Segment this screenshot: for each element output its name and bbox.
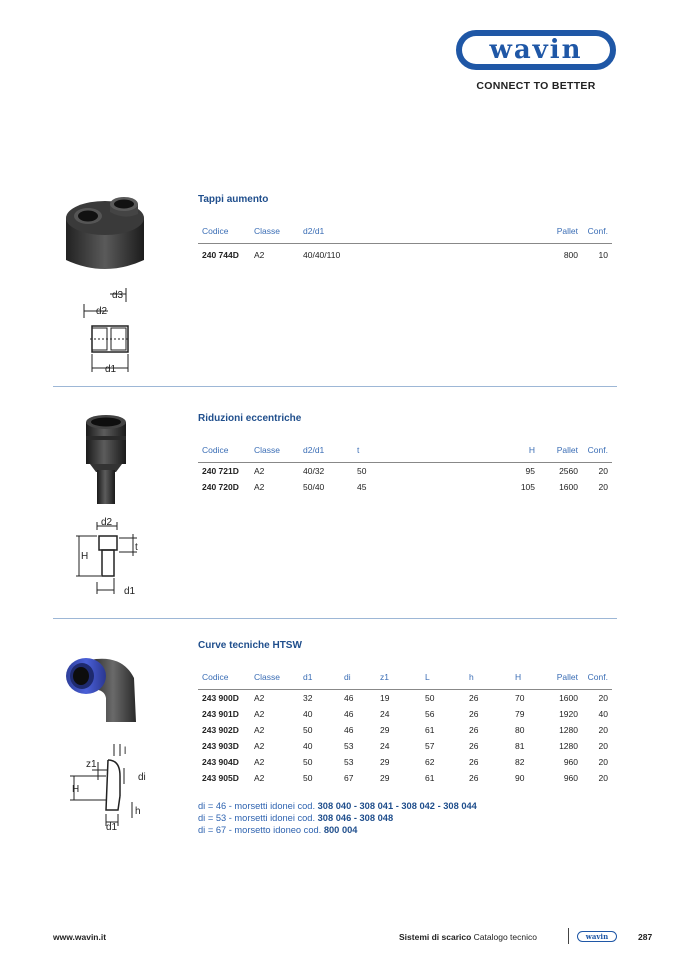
product-code: 240 744D bbox=[202, 250, 239, 260]
tappi-aumento-diagram bbox=[80, 284, 150, 376]
table-cell: 10 bbox=[598, 250, 608, 260]
tappi-aumento-photo bbox=[58, 190, 153, 280]
note-codes: 800 004 bbox=[323, 825, 358, 835]
diagram-label-h: h bbox=[135, 806, 141, 817]
note-prefix: di = 53 - morsetti idonei cod. bbox=[198, 813, 318, 823]
note-line bbox=[198, 800, 477, 812]
logo-text: wavin bbox=[489, 35, 583, 65]
table-cell: 2560 bbox=[559, 466, 578, 476]
footer-wavin-logo bbox=[577, 931, 617, 942]
table-cell: 79 bbox=[515, 709, 525, 719]
product-code: 243 904D bbox=[202, 757, 239, 767]
table-cell: 19 bbox=[380, 693, 390, 703]
table-cell: 80 bbox=[515, 725, 525, 735]
table-cell: 67 bbox=[344, 773, 354, 783]
table-cell: 82 bbox=[515, 757, 525, 767]
footer-url[interactable]: www.wavin.it bbox=[53, 932, 107, 942]
table-cell: 50 bbox=[303, 725, 313, 735]
col-header: H bbox=[473, 438, 539, 463]
col-header: Codice bbox=[198, 219, 250, 244]
table-cell: 20 bbox=[598, 741, 608, 751]
table-cell: 29 bbox=[380, 757, 390, 767]
table-cell: 105 bbox=[520, 482, 535, 492]
table-cell: 61 bbox=[425, 725, 435, 735]
product-code: 243 900D bbox=[202, 693, 239, 703]
table-cell: 20 bbox=[598, 482, 608, 492]
table-cell: 20 bbox=[598, 773, 608, 783]
table-cell: A2 bbox=[254, 693, 265, 703]
col-header: t bbox=[353, 438, 473, 463]
col-header: Pallet bbox=[539, 438, 582, 463]
product-code: 243 903D bbox=[202, 741, 239, 751]
section-title-riduzioni: Riduzioni eccentriche bbox=[198, 413, 302, 424]
section-divider bbox=[53, 386, 617, 387]
page-number: 287 bbox=[638, 932, 653, 942]
table-row bbox=[198, 754, 612, 770]
table-cell: A2 bbox=[254, 482, 265, 492]
table-row bbox=[198, 738, 612, 754]
table-cell: 26 bbox=[469, 709, 479, 719]
table-cell: 56 bbox=[425, 709, 435, 719]
col-header: Codice bbox=[198, 438, 250, 463]
footer-catalog bbox=[399, 932, 537, 942]
table-cell: 24 bbox=[380, 741, 390, 751]
curve-tecniche-diagram bbox=[68, 740, 150, 830]
note-line bbox=[198, 824, 477, 836]
note-prefix: di = 46 - morsetti idonei cod. bbox=[198, 801, 318, 811]
col-header: di bbox=[340, 665, 376, 690]
diagram-label-l: l bbox=[124, 746, 127, 757]
table-cell: 40 bbox=[598, 709, 608, 719]
table-cell: A2 bbox=[254, 250, 265, 260]
col-header: Codice bbox=[198, 665, 250, 690]
table-cell: 40/32 bbox=[303, 466, 325, 476]
table-cell: 70 bbox=[515, 693, 525, 703]
col-header: z1 bbox=[376, 665, 421, 690]
col-header: Pallet bbox=[545, 665, 582, 690]
table-cell: 24 bbox=[380, 709, 390, 719]
wavin-logo bbox=[456, 30, 616, 70]
table-cell: 1600 bbox=[559, 693, 578, 703]
product-code: 243 902D bbox=[202, 725, 239, 735]
table-row bbox=[198, 706, 612, 722]
col-header: Pallet bbox=[539, 219, 582, 244]
table-cell: 20 bbox=[598, 693, 608, 703]
col-header: d1 bbox=[299, 665, 340, 690]
diagram-label-H: H bbox=[81, 551, 89, 562]
table-cell: 46 bbox=[344, 725, 354, 735]
diagram-label-z1: z1 bbox=[86, 759, 97, 770]
table-cell: 1280 bbox=[559, 741, 578, 751]
diagram-label-t: t bbox=[135, 542, 138, 553]
table-cell: 20 bbox=[598, 466, 608, 476]
table-cell: 26 bbox=[469, 757, 479, 767]
table-row bbox=[198, 463, 612, 480]
table-row bbox=[198, 479, 612, 495]
diagram-label-d2: d2 bbox=[96, 306, 108, 317]
table-cell: 29 bbox=[380, 725, 390, 735]
riduzioni-eccentriche-diagram bbox=[75, 512, 145, 598]
table-cell: 81 bbox=[515, 741, 525, 751]
table-cell: 62 bbox=[425, 757, 435, 767]
table-cell: 29 bbox=[380, 773, 390, 783]
table-cell: A2 bbox=[254, 466, 265, 476]
diagram-label-d2: d2 bbox=[101, 517, 113, 528]
col-header: d2/d1 bbox=[299, 219, 539, 244]
table-cell: 1280 bbox=[559, 725, 578, 735]
diagram-label-d1: d1 bbox=[106, 822, 118, 830]
tagline: CONNECT TO BETTER bbox=[476, 80, 596, 92]
col-header: d2/d1 bbox=[299, 438, 353, 463]
table-tappi-aumento bbox=[198, 219, 612, 266]
diagram-label-d1: d1 bbox=[124, 586, 136, 597]
table-cell: 40 bbox=[303, 741, 313, 751]
table-header-row bbox=[198, 665, 612, 690]
note-codes: 308 040 - 308 041 - 308 042 - 308 044 bbox=[317, 801, 477, 811]
col-header: Classe bbox=[250, 438, 299, 463]
table-cell: 960 bbox=[563, 773, 578, 783]
diagram-label-d3: d3 bbox=[112, 290, 124, 301]
col-header: Classe bbox=[250, 219, 299, 244]
note-codes: 308 046 - 308 048 bbox=[317, 813, 394, 823]
table-cell: 32 bbox=[303, 693, 313, 703]
table-cell: 26 bbox=[469, 741, 479, 751]
table-row bbox=[198, 722, 612, 738]
table-cell: A2 bbox=[254, 773, 265, 783]
table-cell: 46 bbox=[344, 709, 354, 719]
table-row bbox=[198, 244, 612, 267]
note-line bbox=[198, 812, 477, 824]
product-code: 240 721D bbox=[202, 466, 239, 476]
col-header: Classe bbox=[250, 665, 299, 690]
table-cell: 960 bbox=[563, 757, 578, 767]
table-cell: 50 bbox=[303, 773, 313, 783]
col-header: L bbox=[421, 665, 465, 690]
col-header: h bbox=[465, 665, 511, 690]
table-row bbox=[198, 690, 612, 707]
diagram-label-H: H bbox=[72, 784, 80, 795]
table-cell: 90 bbox=[515, 773, 525, 783]
table-cell: 1600 bbox=[559, 482, 578, 492]
footer-catalog-bold: Sistemi di scarico bbox=[399, 932, 472, 942]
col-header: Conf. bbox=[582, 219, 612, 244]
table-cell: 50 bbox=[357, 466, 367, 476]
footer-catalog-rest: Catalogo tecnico bbox=[471, 932, 537, 942]
curve-tecniche-photo bbox=[60, 652, 150, 724]
table-cell: 50 bbox=[303, 757, 313, 767]
table-cell: 26 bbox=[469, 693, 479, 703]
table-riduzioni-eccentriche bbox=[198, 438, 612, 495]
footer-logo-text: wavin bbox=[585, 932, 609, 941]
table-cell: 40 bbox=[303, 709, 313, 719]
table-cell: 20 bbox=[598, 725, 608, 735]
table-cell: A2 bbox=[254, 725, 265, 735]
section-title-tappi: Tappi aumento bbox=[198, 194, 269, 205]
table-cell: 53 bbox=[344, 741, 354, 751]
table-cell: 95 bbox=[525, 466, 535, 476]
clamp-notes bbox=[198, 800, 477, 836]
table-cell: 26 bbox=[469, 773, 479, 783]
product-code: 240 720D bbox=[202, 482, 239, 492]
table-header-row bbox=[198, 219, 612, 244]
table-cell: 50 bbox=[425, 693, 435, 703]
table-cell: 50/40 bbox=[303, 482, 325, 492]
table-cell: A2 bbox=[254, 709, 265, 719]
diagram-label-di: di bbox=[138, 772, 146, 783]
footer-divider bbox=[568, 928, 569, 944]
table-curve-tecniche bbox=[198, 665, 612, 786]
table-cell: 20 bbox=[598, 757, 608, 767]
table-cell: A2 bbox=[254, 757, 265, 767]
note-prefix: di = 67 - morsetto idoneo cod. bbox=[198, 825, 324, 835]
table-cell: 61 bbox=[425, 773, 435, 783]
product-code: 243 905D bbox=[202, 773, 239, 783]
section-divider bbox=[53, 618, 617, 619]
section-title-curve: Curve tecniche HTSW bbox=[198, 640, 302, 651]
table-cell: 40/40/110 bbox=[303, 250, 341, 260]
riduzioni-eccentriche-photo bbox=[83, 412, 133, 507]
table-cell: 1920 bbox=[559, 709, 578, 719]
table-cell: 57 bbox=[425, 741, 435, 751]
table-cell: 26 bbox=[469, 725, 479, 735]
table-cell: 45 bbox=[357, 482, 367, 492]
table-cell: 53 bbox=[344, 757, 354, 767]
table-header-row bbox=[198, 438, 612, 463]
diagram-label-d1: d1 bbox=[105, 364, 117, 375]
table-cell: A2 bbox=[254, 741, 265, 751]
col-header: H bbox=[511, 665, 545, 690]
col-header: Conf. bbox=[582, 665, 612, 690]
col-header: Conf. bbox=[582, 438, 612, 463]
product-code: 243 901D bbox=[202, 709, 239, 719]
table-cell: 800 bbox=[563, 250, 578, 260]
table-cell: 46 bbox=[344, 693, 354, 703]
table-row bbox=[198, 770, 612, 786]
